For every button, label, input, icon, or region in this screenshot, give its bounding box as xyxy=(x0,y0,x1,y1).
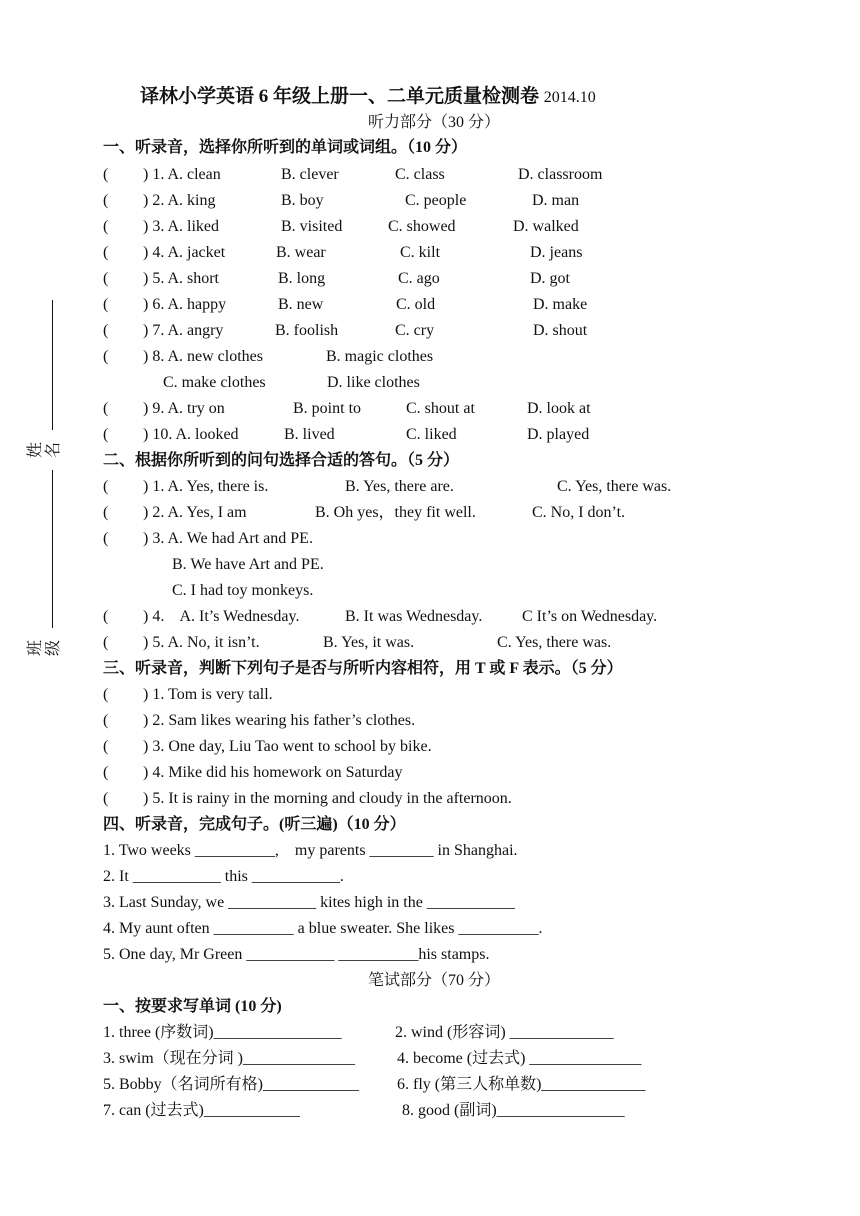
s2-q: ) 3. A. We had Art and PE. xyxy=(143,530,313,547)
s2-q: ) 2. A. Yes, I am xyxy=(143,504,247,521)
answer-paren: ( xyxy=(103,166,109,183)
s1-q: ) 6. A. happy xyxy=(143,296,227,313)
answer-paren: ( xyxy=(103,530,109,547)
s4-item: 5. One day, Mr Green ___________ __________his stamps. xyxy=(103,946,490,963)
answer-paren: ( xyxy=(103,218,109,235)
s1-d: D. classroom xyxy=(518,166,603,183)
section3-title: 三、听录音，判断下列句子是否与所听内容相符，用 T 或 F 表示。（5 分） xyxy=(103,660,623,677)
answer-paren: ( xyxy=(103,244,109,261)
s1-c: C. liked xyxy=(406,426,457,443)
class-label xyxy=(27,630,62,666)
s1-c: C. ago xyxy=(398,270,440,287)
s1-d: D. like clothes xyxy=(327,374,420,391)
answer-paren: ( xyxy=(103,686,109,703)
s3-item: ) 5. It is rainy in the morning and cloudy in the afternoon. xyxy=(143,790,512,807)
s2-b: B. Yes, it was. xyxy=(323,634,415,651)
s1-d: D. walked xyxy=(513,218,579,235)
s1-q: ) 10. A. looked xyxy=(143,426,239,443)
s1-d: D. shout xyxy=(533,322,588,339)
w1-item: 5. Bobby（名词所有格)____________ xyxy=(103,1076,360,1093)
s1-q: ) 4. A. jacket xyxy=(143,244,226,261)
s1-q: ) 7. A. angry xyxy=(143,322,224,339)
s1-c: C. class xyxy=(395,166,445,183)
s1-q: ) 3. A. liked xyxy=(143,218,219,235)
s1-q: ) 1. A. clean xyxy=(143,166,221,183)
w1-item: 4. become (过去式) ______________ xyxy=(397,1050,642,1067)
answer-paren: ( xyxy=(103,270,109,287)
s1-c: C. shout at xyxy=(406,400,475,417)
s1-d: D. make xyxy=(533,296,588,313)
s4-item: 4. My aunt often __________ a blue sweater. She likes __________. xyxy=(103,920,543,937)
answer-paren: ( xyxy=(103,192,109,209)
s1-c: C. showed xyxy=(388,218,456,235)
s1-b: B. clever xyxy=(281,166,339,183)
name-label-text: 姓名 xyxy=(27,442,62,459)
s1-q: ) 9. A. try on xyxy=(143,400,225,417)
s1-q: ) 8. A. new clothes xyxy=(143,348,263,365)
s2-c: C. Yes, there was. xyxy=(497,634,612,651)
title-text: 译林小学英语 6 年级上册一、二单元质量检测卷 xyxy=(140,86,540,107)
s2-b: B. Oh yes，they fit well. xyxy=(315,504,476,521)
w1-item: 1. three (序数词)________________ xyxy=(103,1024,342,1041)
s1-d: D. played xyxy=(527,426,590,443)
answer-paren: ( xyxy=(103,764,109,781)
s2-q: ) 5. A. No, it isn’t. xyxy=(143,634,260,651)
s1-d: D. got xyxy=(530,270,570,287)
s1-c: C. cry xyxy=(395,322,435,339)
s2-c: C. No, I don’t. xyxy=(532,504,626,521)
s3-item: ) 4. Mike did his homework on Saturday xyxy=(143,764,403,781)
s1-b: B. new xyxy=(278,296,324,313)
s1-d: D. man xyxy=(532,192,580,209)
s1-c: C. make clothes xyxy=(163,374,266,391)
s1-q: ) 5. A. short xyxy=(143,270,219,287)
answer-paren: ( xyxy=(103,478,109,495)
w1-item: 8. good (副词)________________ xyxy=(402,1102,625,1119)
answer-paren: ( xyxy=(103,712,109,729)
w1-item: 6. fly (第三人称单数)_____________ xyxy=(397,1076,646,1093)
s1-b: B. long xyxy=(278,270,326,287)
answer-paren: ( xyxy=(103,426,109,443)
s1-b: B. visited xyxy=(281,218,343,235)
answer-paren: ( xyxy=(103,322,109,339)
answer-paren: ( xyxy=(103,608,109,625)
name-label xyxy=(27,432,62,468)
section2-title: 二、根据你所听到的问句选择合适的答句。（5 分） xyxy=(103,452,460,469)
section4-title: 四、听录音，完成句子。(听三遍)（10 分） xyxy=(103,816,406,833)
s4-item: 1. Two weeks __________, my parents ________ in Shanghai. xyxy=(103,842,518,859)
listening-part-heading: 听力部分（30 分） xyxy=(368,114,501,131)
answer-paren: ( xyxy=(103,296,109,313)
s3-item: ) 2. Sam likes wearing his father’s clothes. xyxy=(143,712,416,729)
w1-item: 2. wind (形容词) _____________ xyxy=(395,1024,614,1041)
s1-c: C. people xyxy=(405,192,467,209)
s3-item: ) 3. One day, Liu Tao went to school by bike. xyxy=(143,738,432,755)
answer-paren: ( xyxy=(103,634,109,651)
s4-item: 2. It ___________ this ___________. xyxy=(103,868,344,885)
s1-d: D. jeans xyxy=(530,244,583,261)
s1-b: B. foolish xyxy=(275,322,339,339)
answer-paren: ( xyxy=(103,504,109,521)
s1-c: C. old xyxy=(396,296,436,313)
w1-item: 7. can (过去式)____________ xyxy=(103,1102,300,1119)
page-title xyxy=(140,87,596,108)
answer-paren: ( xyxy=(103,400,109,417)
s2-c: C It’s on Wednesday. xyxy=(522,608,658,625)
s1-c: C. kilt xyxy=(400,244,441,261)
written-section1-title: 一、按要求写单词 (10 分) xyxy=(103,998,282,1015)
s1-b: B. wear xyxy=(276,244,326,261)
s4-item: 3. Last Sunday, we ___________ kites high in the ___________ xyxy=(103,894,515,911)
class-line xyxy=(52,470,53,628)
s1-b: B. boy xyxy=(281,192,324,209)
s2-b: B. Yes, there are. xyxy=(345,478,454,495)
s2-q: ) 4. A. It’s Wednesday. xyxy=(143,608,300,625)
s1-b: B. point to xyxy=(293,400,362,417)
section1-title: 一、听录音，选择你所听到的单词或词组。（10 分） xyxy=(103,139,468,156)
title-date: 2014.10 xyxy=(543,89,596,106)
s2-q: ) 1. A. Yes, there is. xyxy=(143,478,269,495)
s2-b: B. We have Art and PE. xyxy=(172,556,324,573)
name-line xyxy=(52,300,53,430)
s1-b: B. magic clothes xyxy=(326,348,434,365)
answer-paren: ( xyxy=(103,348,109,365)
s1-d: D. look at xyxy=(527,400,591,417)
s2-b: B. It was Wednesday. xyxy=(345,608,483,625)
answer-paren: ( xyxy=(103,790,109,807)
writing-part-heading: 笔试部分（70 分） xyxy=(368,972,501,989)
class-label-text: 班级 xyxy=(27,640,62,657)
s2-c: C. Yes, there was. xyxy=(557,478,672,495)
w1-item: 3. swim（现在分词 )______________ xyxy=(103,1050,356,1067)
answer-paren: ( xyxy=(103,738,109,755)
s1-b: B. lived xyxy=(284,426,335,443)
s3-item: ) 1. Tom is very tall. xyxy=(143,686,273,703)
s1-q: ) 2. A. king xyxy=(143,192,216,209)
s2-c: C. I had toy monkeys. xyxy=(172,582,314,599)
